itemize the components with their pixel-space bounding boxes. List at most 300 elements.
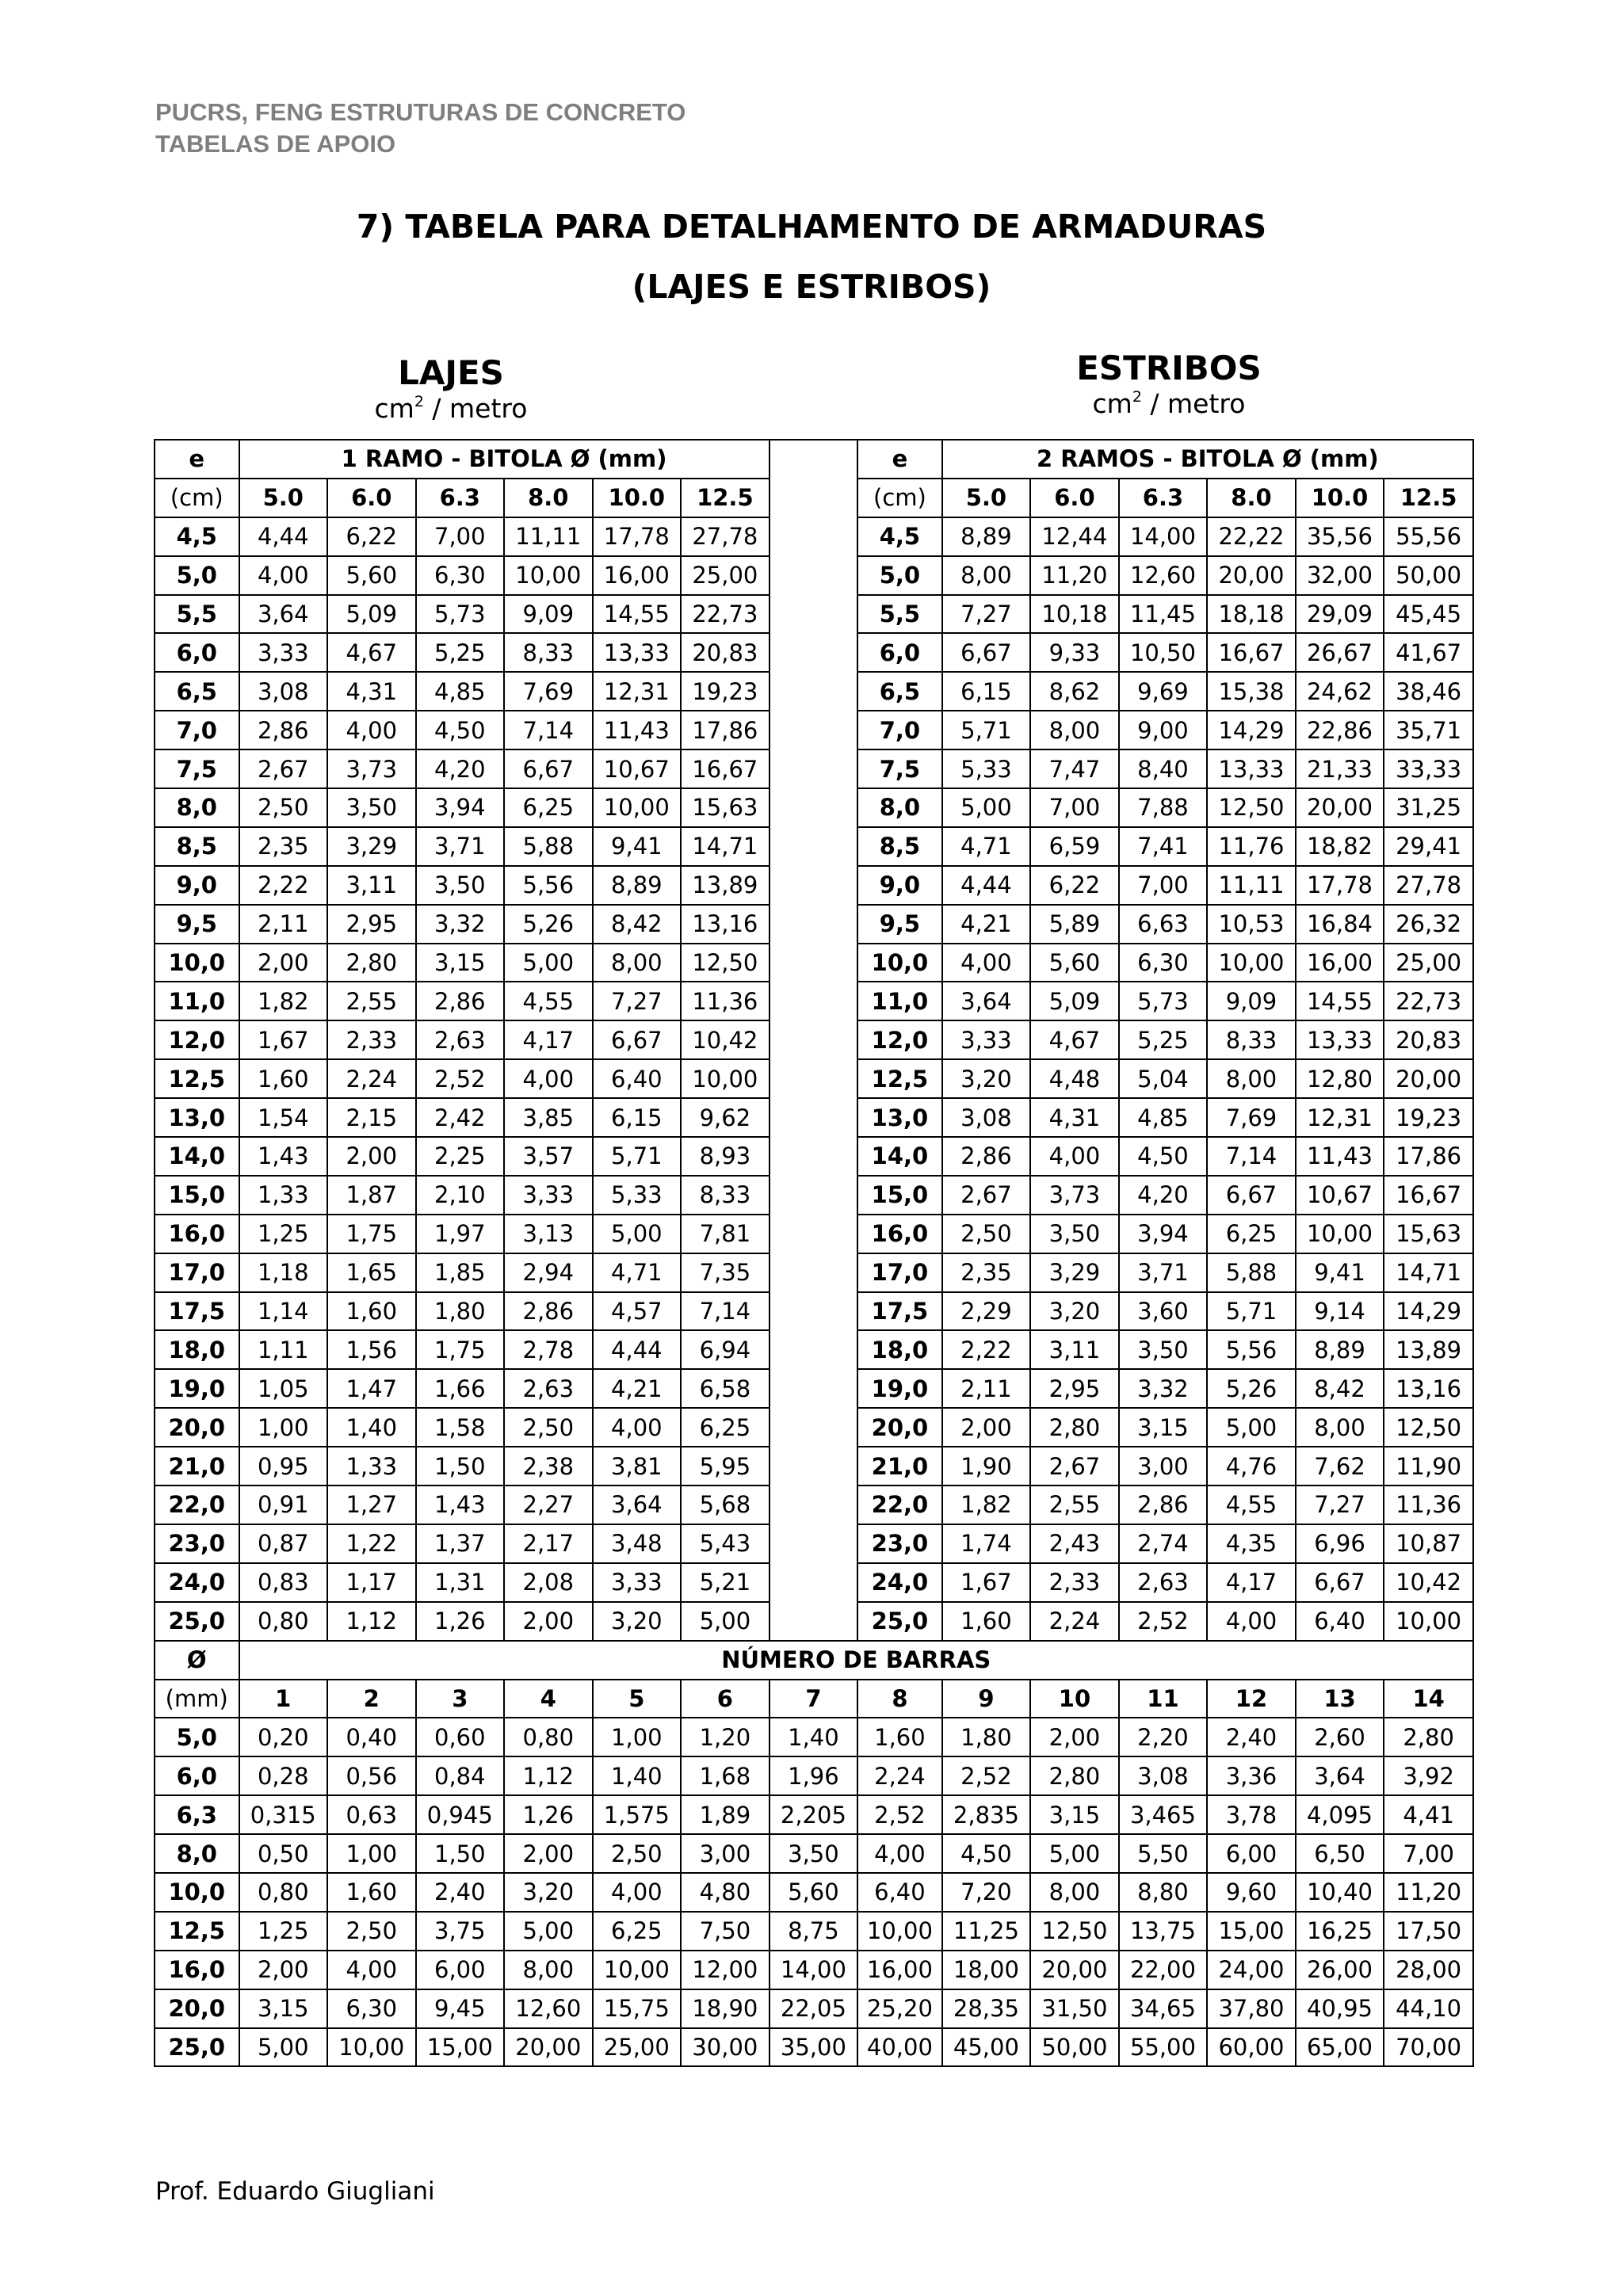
estribos-value-cell: 2,80 bbox=[1030, 1408, 1119, 1447]
lajes-value-cell: 2,22 bbox=[239, 866, 328, 905]
bar-count-header: 14 bbox=[1384, 1680, 1473, 1718]
estribos-value-cell: 2,95 bbox=[1030, 1369, 1119, 1408]
diameter-cell: 5,0 bbox=[155, 1718, 239, 1756]
estribos-value-cell: 22,73 bbox=[1384, 982, 1473, 1020]
area-value-cell: 0,315 bbox=[239, 1795, 328, 1834]
area-value-cell: 2,24 bbox=[857, 1756, 942, 1795]
estribos-value-cell: 29,09 bbox=[1296, 595, 1384, 634]
estribos-value-cell: 19,23 bbox=[1384, 1098, 1473, 1137]
lajes-value-cell: 16,67 bbox=[681, 749, 769, 788]
estribos-value-cell: 10,18 bbox=[1030, 595, 1119, 634]
estribos-title: ESTRIBOS bbox=[1076, 349, 1262, 387]
spacing-cell: 18,0 bbox=[155, 1330, 239, 1369]
lajes-value-cell: 12,50 bbox=[681, 944, 769, 982]
estribos-value-cell: 2,29 bbox=[942, 1292, 1031, 1331]
estribos-value-cell: 1,82 bbox=[942, 1486, 1031, 1524]
estribos-value-cell: 8,62 bbox=[1030, 672, 1119, 711]
spacing-cell: 8,0 bbox=[857, 788, 942, 827]
area-value-cell: 2,00 bbox=[504, 1834, 593, 1873]
estribos-value-cell: 6,96 bbox=[1296, 1524, 1384, 1563]
lajes-value-cell: 9,41 bbox=[593, 827, 682, 866]
estribos-value-cell: 7,00 bbox=[1030, 788, 1119, 827]
area-value-cell: 5,50 bbox=[1119, 1834, 1208, 1873]
area-value-cell: 1,00 bbox=[327, 1834, 416, 1873]
spacing-cell: 6,0 bbox=[155, 633, 239, 672]
spacing-cell: 22,0 bbox=[857, 1486, 942, 1524]
area-value-cell: 0,945 bbox=[416, 1795, 505, 1834]
spacing-cell: 12,5 bbox=[857, 1059, 942, 1098]
area-value-cell: 28,35 bbox=[942, 1989, 1031, 2028]
lajes-value-cell: 4,00 bbox=[504, 1059, 593, 1098]
lajes-value-cell: 8,00 bbox=[593, 944, 682, 982]
area-value-cell: 11,25 bbox=[942, 1912, 1031, 1951]
lajes-value-cell: 4,17 bbox=[504, 1020, 593, 1059]
spacing-cell: 20,0 bbox=[155, 1408, 239, 1447]
area-value-cell: 28,00 bbox=[1384, 1951, 1473, 1989]
lajes-title: LAJES bbox=[398, 353, 504, 392]
spacing-cell: 8,5 bbox=[155, 827, 239, 866]
estribos-value-cell: 5,26 bbox=[1207, 1369, 1296, 1408]
lajes-value-cell: 1,58 bbox=[416, 1408, 505, 1447]
lajes-value-cell: 6,40 bbox=[593, 1059, 682, 1098]
lajes-value-cell: 10,00 bbox=[681, 1059, 769, 1098]
area-value-cell: 0,56 bbox=[327, 1756, 416, 1795]
lajes-value-cell: 0,87 bbox=[239, 1524, 328, 1563]
diameter-cell: 20,0 bbox=[155, 1989, 239, 2028]
bar-count-header: 12 bbox=[1207, 1680, 1296, 1718]
estribos-value-cell: 11,45 bbox=[1119, 595, 1208, 634]
area-value-cell: 0,50 bbox=[239, 1834, 328, 1873]
lajes-bitola-header: 5.0 bbox=[239, 479, 328, 517]
estribos-value-cell: 14,55 bbox=[1296, 982, 1384, 1020]
diameter-cell: 25,0 bbox=[155, 2028, 239, 2067]
estribos-value-cell: 7,27 bbox=[1296, 1486, 1384, 1524]
estribos-value-cell: 4,44 bbox=[942, 866, 1031, 905]
lajes-value-cell: 1,17 bbox=[327, 1563, 416, 1602]
estribos-value-cell: 3,11 bbox=[1030, 1330, 1119, 1369]
lajes-value-cell: 1,25 bbox=[239, 1215, 328, 1253]
lajes-value-cell: 1,54 bbox=[239, 1098, 328, 1137]
lajes-value-cell: 3,94 bbox=[416, 788, 505, 827]
lajes-value-cell: 1,37 bbox=[416, 1524, 505, 1563]
lajes-value-cell: 5,25 bbox=[416, 633, 505, 672]
spacing-cell: 7,0 bbox=[857, 711, 942, 749]
lajes-value-cell: 4,00 bbox=[593, 1408, 682, 1447]
estribos-value-cell: 13,33 bbox=[1207, 749, 1296, 788]
lajes-value-cell: 2,15 bbox=[327, 1098, 416, 1137]
spacing-cell: 8,0 bbox=[155, 788, 239, 827]
area-value-cell: 1,68 bbox=[681, 1756, 769, 1795]
area-value-cell: 2,60 bbox=[1296, 1718, 1384, 1756]
lajes-value-cell: 5,00 bbox=[504, 944, 593, 982]
estribos-value-cell: 3,33 bbox=[942, 1020, 1031, 1059]
area-value-cell: 2,52 bbox=[942, 1756, 1031, 1795]
area-value-cell: 0,28 bbox=[239, 1756, 328, 1795]
estribos-value-cell: 4,31 bbox=[1030, 1098, 1119, 1137]
estribos-value-cell: 3,29 bbox=[1030, 1253, 1119, 1292]
area-value-cell: 2,40 bbox=[416, 1873, 505, 1912]
lajes-value-cell: 25,00 bbox=[681, 556, 769, 595]
bar-count-header: 10 bbox=[1030, 1680, 1119, 1718]
area-value-cell: 3,75 bbox=[416, 1912, 505, 1951]
lajes-value-cell: 0,80 bbox=[239, 1602, 328, 1641]
lajes-value-cell: 27,78 bbox=[681, 517, 769, 556]
estribos-value-cell: 4,21 bbox=[942, 905, 1031, 944]
lajes-value-cell: 3,33 bbox=[593, 1563, 682, 1602]
separator-gap bbox=[769, 440, 858, 1641]
spacing-cell: 17,0 bbox=[857, 1253, 942, 1292]
estribos-value-cell: 20,00 bbox=[1296, 788, 1384, 827]
estribos-value-cell: 50,00 bbox=[1384, 556, 1473, 595]
page-title: 7) TABELA PARA DETALHAMENTO DE ARMADURAS bbox=[356, 208, 1267, 246]
spacing-cell: 16,0 bbox=[857, 1215, 942, 1253]
estribos-value-cell: 8,00 bbox=[1207, 1059, 1296, 1098]
spacing-cell: 21,0 bbox=[857, 1447, 942, 1486]
estribos-value-cell: 9,41 bbox=[1296, 1253, 1384, 1292]
estribos-value-cell: 7,62 bbox=[1296, 1447, 1384, 1486]
lajes-value-cell: 3,32 bbox=[416, 905, 505, 944]
lajes-value-cell: 6,15 bbox=[593, 1098, 682, 1137]
estribos-value-cell: 9,00 bbox=[1119, 711, 1208, 749]
table-row bbox=[155, 1756, 1473, 1795]
area-value-cell: 4,00 bbox=[593, 1873, 682, 1912]
lajes-value-cell: 3,81 bbox=[593, 1447, 682, 1486]
estribos-value-cell: 5,00 bbox=[1207, 1408, 1296, 1447]
lajes-value-cell: 5,21 bbox=[681, 1563, 769, 1602]
estribos-value-cell: 26,67 bbox=[1296, 633, 1384, 672]
lajes-value-cell: 2,86 bbox=[416, 982, 505, 1020]
estribos-value-cell: 3,15 bbox=[1119, 1408, 1208, 1447]
lajes-value-cell: 0,83 bbox=[239, 1563, 328, 1602]
estribos-value-cell: 8,89 bbox=[942, 517, 1031, 556]
lajes-value-cell: 7,14 bbox=[681, 1292, 769, 1331]
estribos-value-cell: 22,22 bbox=[1207, 517, 1296, 556]
area-value-cell: 15,00 bbox=[1207, 1912, 1296, 1951]
lajes-value-cell: 1,40 bbox=[327, 1408, 416, 1447]
spacing-cell: 9,5 bbox=[857, 905, 942, 944]
area-value-cell: 1,50 bbox=[416, 1834, 505, 1873]
lajes-value-cell: 1,00 bbox=[239, 1408, 328, 1447]
lajes-value-cell: 2,86 bbox=[239, 711, 328, 749]
area-value-cell: 1,12 bbox=[504, 1756, 593, 1795]
lajes-value-cell: 2,08 bbox=[504, 1563, 593, 1602]
estribos-bitola-header: 6.3 bbox=[1119, 479, 1208, 517]
spacing-cell: 24,0 bbox=[155, 1563, 239, 1602]
spacing-cell: 11,0 bbox=[857, 982, 942, 1020]
spacing-cell: 15,0 bbox=[155, 1176, 239, 1215]
spacing-cell: 12,0 bbox=[857, 1020, 942, 1059]
area-value-cell: 1,40 bbox=[593, 1756, 682, 1795]
lajes-value-cell: 2,50 bbox=[239, 788, 328, 827]
area-value-cell: 15,75 bbox=[593, 1989, 682, 2028]
area-value-cell: 70,00 bbox=[1384, 2028, 1473, 2067]
area-value-cell: 7,20 bbox=[942, 1873, 1031, 1912]
spacing-cell: 17,5 bbox=[155, 1292, 239, 1331]
area-value-cell: 3,15 bbox=[1030, 1795, 1119, 1834]
area-value-cell: 34,65 bbox=[1119, 1989, 1208, 2028]
lajes-value-cell: 1,43 bbox=[239, 1137, 328, 1176]
estribos-value-cell: 10,50 bbox=[1119, 633, 1208, 672]
lajes-value-cell: 5,68 bbox=[681, 1486, 769, 1524]
area-value-cell: 2,52 bbox=[857, 1795, 942, 1834]
estribos-value-cell: 6,67 bbox=[1207, 1176, 1296, 1215]
lajes-value-cell: 2,11 bbox=[239, 905, 328, 944]
estribos-value-cell: 1,60 bbox=[942, 1602, 1031, 1641]
bar-count-header: 1 bbox=[239, 1680, 328, 1718]
lajes-value-cell: 14,55 bbox=[593, 595, 682, 634]
lajes-value-cell: 13,16 bbox=[681, 905, 769, 944]
spacing-cell: 5,0 bbox=[857, 556, 942, 595]
lajes-value-cell: 13,33 bbox=[593, 633, 682, 672]
spacing-cell: 5,0 bbox=[155, 556, 239, 595]
lajes-value-cell: 15,63 bbox=[681, 788, 769, 827]
area-value-cell: 2,50 bbox=[327, 1912, 416, 1951]
lajes-value-cell: 1,14 bbox=[239, 1292, 328, 1331]
estribos-value-cell: 13,33 bbox=[1296, 1020, 1384, 1059]
estribos-value-cell: 7,47 bbox=[1030, 749, 1119, 788]
lajes-value-cell: 2,63 bbox=[504, 1369, 593, 1408]
area-value-cell: 3,78 bbox=[1207, 1795, 1296, 1834]
table-row bbox=[155, 2028, 1473, 2067]
estribos-value-cell: 3,32 bbox=[1119, 1369, 1208, 1408]
lajes-value-cell: 1,87 bbox=[327, 1176, 416, 1215]
header-line-1: PUCRS, FENG ESTRUTURAS DE CONCRETO bbox=[155, 98, 686, 126]
diameter-cell: 16,0 bbox=[155, 1951, 239, 1989]
lajes-value-cell: 1,18 bbox=[239, 1253, 328, 1292]
estribos-value-cell: 14,29 bbox=[1207, 711, 1296, 749]
estribos-value-cell: 5,04 bbox=[1119, 1059, 1208, 1098]
spacing-cell: 8,5 bbox=[857, 827, 942, 866]
lajes-value-cell: 3,64 bbox=[593, 1486, 682, 1524]
area-value-cell: 1,40 bbox=[769, 1718, 858, 1756]
area-value-cell: 0,20 bbox=[239, 1718, 328, 1756]
reinforcement-table bbox=[154, 439, 1474, 2067]
area-value-cell: 1,60 bbox=[327, 1873, 416, 1912]
lajes-value-cell: 2,17 bbox=[504, 1524, 593, 1563]
estribos-value-cell: 11,76 bbox=[1207, 827, 1296, 866]
estribos-value-cell: 2,50 bbox=[942, 1215, 1031, 1253]
lajes-value-cell: 3,64 bbox=[239, 595, 328, 634]
estribos-bitola-header: 5.0 bbox=[942, 479, 1031, 517]
lajes-value-cell: 1,97 bbox=[416, 1215, 505, 1253]
estribos-value-cell: 3,73 bbox=[1030, 1176, 1119, 1215]
lajes-value-cell: 5,56 bbox=[504, 866, 593, 905]
spacing-cell: 4,5 bbox=[155, 517, 239, 556]
lajes-value-cell: 5,95 bbox=[681, 1447, 769, 1486]
area-value-cell: 5,00 bbox=[239, 2028, 328, 2067]
area-value-cell: 6,25 bbox=[593, 1912, 682, 1951]
estribos-value-cell: 10,00 bbox=[1207, 944, 1296, 982]
lajes-value-cell: 3,20 bbox=[593, 1602, 682, 1641]
estribos-value-cell: 10,42 bbox=[1384, 1563, 1473, 1602]
bar-count-header: 5 bbox=[593, 1680, 682, 1718]
bar-count-header: 4 bbox=[504, 1680, 593, 1718]
area-value-cell: 60,00 bbox=[1207, 2028, 1296, 2067]
lajes-value-cell: 1,75 bbox=[327, 1215, 416, 1253]
lajes-value-cell: 7,27 bbox=[593, 982, 682, 1020]
estribos-value-cell: 9,69 bbox=[1119, 672, 1208, 711]
lajes-value-cell: 5,73 bbox=[416, 595, 505, 634]
estribos-value-cell: 5,00 bbox=[942, 788, 1031, 827]
area-value-cell: 1,00 bbox=[593, 1718, 682, 1756]
estribos-value-cell: 7,88 bbox=[1119, 788, 1208, 827]
lajes-value-cell: 2,80 bbox=[327, 944, 416, 982]
spacing-cell: 12,0 bbox=[155, 1020, 239, 1059]
area-value-cell: 5,00 bbox=[1030, 1834, 1119, 1873]
lajes-value-cell: 6,25 bbox=[504, 788, 593, 827]
estribos-value-cell: 22,86 bbox=[1296, 711, 1384, 749]
area-value-cell: 30,00 bbox=[681, 2028, 769, 2067]
lajes-value-cell: 1,67 bbox=[239, 1020, 328, 1059]
table-row bbox=[155, 1834, 1473, 1873]
estribos-value-cell: 6,67 bbox=[1296, 1563, 1384, 1602]
estribos-value-cell: 8,00 bbox=[942, 556, 1031, 595]
estribos-value-cell: 17,78 bbox=[1296, 866, 1384, 905]
lajes-value-cell: 1,80 bbox=[416, 1292, 505, 1331]
bar-count-header: 13 bbox=[1296, 1680, 1384, 1718]
lajes-value-cell: 17,86 bbox=[681, 711, 769, 749]
estribos-value-cell: 38,46 bbox=[1384, 672, 1473, 711]
footer-author: Prof. Eduardo Giugliani bbox=[155, 2177, 435, 2206]
spacing-cell: 10,0 bbox=[857, 944, 942, 982]
estribos-value-cell: 6,25 bbox=[1207, 1215, 1296, 1253]
estribos-value-cell: 26,32 bbox=[1384, 905, 1473, 944]
estribos-value-cell: 2,33 bbox=[1030, 1563, 1119, 1602]
spacing-cell: 14,0 bbox=[155, 1137, 239, 1176]
estribos-value-cell: 8,00 bbox=[1030, 711, 1119, 749]
lajes-bitola-header: 10.0 bbox=[593, 479, 682, 517]
area-value-cell: 0,80 bbox=[239, 1873, 328, 1912]
estribos-value-cell: 2,86 bbox=[942, 1137, 1031, 1176]
diameter-cell: 12,5 bbox=[155, 1912, 239, 1951]
estribos-value-cell: 13,16 bbox=[1384, 1369, 1473, 1408]
spacing-cell: 6,5 bbox=[857, 672, 942, 711]
lajes-value-cell: 10,67 bbox=[593, 749, 682, 788]
estribos-value-cell: 12,50 bbox=[1207, 788, 1296, 827]
estribos-value-cell: 4,00 bbox=[942, 944, 1031, 982]
estribos-value-cell: 6,15 bbox=[942, 672, 1031, 711]
lajes-value-cell: 1,66 bbox=[416, 1369, 505, 1408]
lajes-value-cell: 1,56 bbox=[327, 1330, 416, 1369]
area-value-cell: 10,00 bbox=[593, 1951, 682, 1989]
estribos-value-cell: 12,80 bbox=[1296, 1059, 1384, 1098]
estribos-value-cell: 10,67 bbox=[1296, 1176, 1384, 1215]
lajes-value-cell: 2,55 bbox=[327, 982, 416, 1020]
area-value-cell: 24,00 bbox=[1207, 1951, 1296, 1989]
estribos-value-cell: 7,14 bbox=[1207, 1137, 1296, 1176]
estribos-value-cell: 2,74 bbox=[1119, 1524, 1208, 1563]
estribos-value-cell: 3,60 bbox=[1119, 1292, 1208, 1331]
estribos-value-cell: 8,00 bbox=[1296, 1408, 1384, 1447]
estribos-value-cell: 31,25 bbox=[1384, 788, 1473, 827]
spacing-cell: 7,5 bbox=[155, 749, 239, 788]
area-value-cell: 55,00 bbox=[1119, 2028, 1208, 2067]
lajes-value-cell: 3,13 bbox=[504, 1215, 593, 1253]
area-value-cell: 18,00 bbox=[942, 1951, 1031, 1989]
page-subtitle: (LAJES E ESTRIBOS) bbox=[632, 268, 991, 306]
spacing-cell: 19,0 bbox=[857, 1369, 942, 1408]
estribos-value-cell: 15,38 bbox=[1207, 672, 1296, 711]
col-e-unit: (cm) bbox=[155, 479, 239, 517]
area-value-cell: 65,00 bbox=[1296, 2028, 1384, 2067]
lajes-bitola-header: 6.3 bbox=[416, 479, 505, 517]
area-value-cell: 1,575 bbox=[593, 1795, 682, 1834]
estribos-value-cell: 16,84 bbox=[1296, 905, 1384, 944]
spacing-cell: 23,0 bbox=[155, 1524, 239, 1563]
area-value-cell: 6,40 bbox=[857, 1873, 942, 1912]
area-value-cell: 1,25 bbox=[239, 1912, 328, 1951]
lajes-value-cell: 8,33 bbox=[681, 1176, 769, 1215]
lajes-value-cell: 3,73 bbox=[327, 749, 416, 788]
area-value-cell: 22,05 bbox=[769, 1989, 858, 2028]
estribos-value-cell: 55,56 bbox=[1384, 517, 1473, 556]
estribos-value-cell: 5,09 bbox=[1030, 982, 1119, 1020]
area-value-cell: 20,00 bbox=[504, 2028, 593, 2067]
estribos-value-cell: 6,22 bbox=[1030, 866, 1119, 905]
lajes-value-cell: 10,00 bbox=[593, 788, 682, 827]
area-value-cell: 3,50 bbox=[769, 1834, 858, 1873]
spacing-cell: 17,5 bbox=[857, 1292, 942, 1331]
area-value-cell: 8,00 bbox=[1030, 1873, 1119, 1912]
spacing-cell: 6,0 bbox=[857, 633, 942, 672]
lajes-value-cell: 4,44 bbox=[239, 517, 328, 556]
area-value-cell: 50,00 bbox=[1030, 2028, 1119, 2067]
lajes-value-cell: 11,43 bbox=[593, 711, 682, 749]
lajes-value-cell: 5,00 bbox=[681, 1602, 769, 1641]
lajes-value-cell: 1,26 bbox=[416, 1602, 505, 1641]
estribos-value-cell: 1,90 bbox=[942, 1447, 1031, 1486]
lajes-value-cell: 4,67 bbox=[327, 633, 416, 672]
lajes-value-cell: 3,15 bbox=[416, 944, 505, 982]
estribos-value-cell: 11,20 bbox=[1030, 556, 1119, 595]
estribos-value-cell: 3,08 bbox=[942, 1098, 1031, 1137]
estribos-bitola-header: 10.0 bbox=[1296, 479, 1384, 517]
lajes-value-cell: 9,62 bbox=[681, 1098, 769, 1137]
estribos-group-header: 2 RAMOS - BITOLA Ø (mm) bbox=[942, 440, 1473, 479]
lajes-value-cell: 2,94 bbox=[504, 1253, 593, 1292]
area-value-cell: 1,96 bbox=[769, 1756, 858, 1795]
spacing-cell: 19,0 bbox=[155, 1369, 239, 1408]
spacing-cell: 9,5 bbox=[155, 905, 239, 944]
estribos-value-cell: 10,00 bbox=[1384, 1602, 1473, 1641]
estribos-value-cell: 8,42 bbox=[1296, 1369, 1384, 1408]
lajes-value-cell: 1,65 bbox=[327, 1253, 416, 1292]
estribos-value-cell: 27,78 bbox=[1384, 866, 1473, 905]
estribos-value-cell: 20,00 bbox=[1384, 1059, 1473, 1098]
estribos-bitola-header: 12.5 bbox=[1384, 479, 1473, 517]
lajes-value-cell: 2,25 bbox=[416, 1137, 505, 1176]
estribos-value-cell: 4,35 bbox=[1207, 1524, 1296, 1563]
spacing-cell: 20,0 bbox=[857, 1408, 942, 1447]
lajes-value-cell: 7,00 bbox=[416, 517, 505, 556]
col-diameter-unit: (mm) bbox=[155, 1680, 239, 1718]
area-value-cell: 1,89 bbox=[681, 1795, 769, 1834]
estribos-value-cell: 9,09 bbox=[1207, 982, 1296, 1020]
estribos-value-cell: 3,50 bbox=[1030, 1215, 1119, 1253]
estribos-value-cell: 5,60 bbox=[1030, 944, 1119, 982]
lajes-value-cell: 2,86 bbox=[504, 1292, 593, 1331]
lajes-value-cell: 3,29 bbox=[327, 827, 416, 866]
estribos-value-cell: 14,71 bbox=[1384, 1253, 1473, 1292]
lajes-unit: $cm^2$ / metro bbox=[374, 393, 528, 424]
estribos-value-cell: 13,89 bbox=[1384, 1330, 1473, 1369]
estribos-value-cell: 11,90 bbox=[1384, 1447, 1473, 1486]
lajes-value-cell: 1,31 bbox=[416, 1563, 505, 1602]
estribos-value-cell: 7,00 bbox=[1119, 866, 1208, 905]
col-diameter-label: Ø bbox=[155, 1641, 239, 1680]
lajes-value-cell: 5,43 bbox=[681, 1524, 769, 1563]
bar-count-header: 7 bbox=[769, 1680, 858, 1718]
